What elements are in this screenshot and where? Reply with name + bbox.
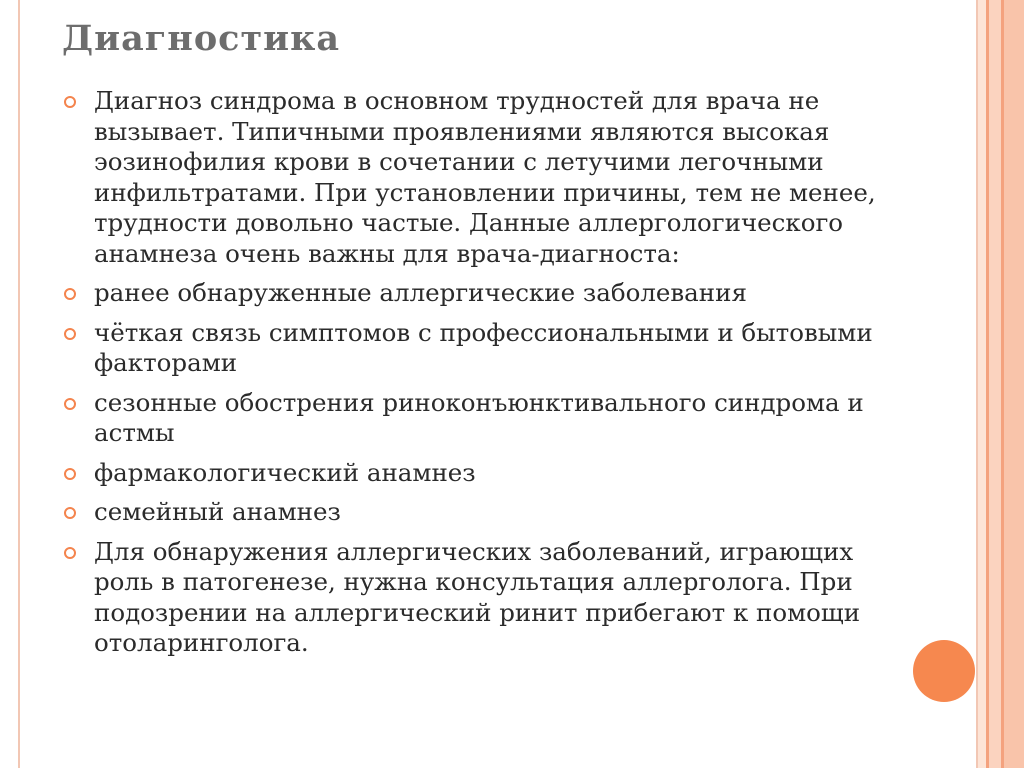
list-item-text: ранее обнаруженные аллергические заболевания	[94, 278, 747, 307]
bullet-icon	[64, 96, 76, 108]
bullet-list	[62, 86, 882, 668]
list-item	[62, 86, 882, 269]
list-item-text: сезонные обострения риноконъюнктивального синдрома и астмы	[94, 387, 864, 447]
stripe	[978, 0, 986, 768]
bullet-icon	[64, 547, 76, 559]
slide-title: Диагностика	[62, 18, 341, 59]
stripe	[989, 0, 1001, 768]
stripe	[1004, 0, 1024, 768]
list-item	[62, 278, 882, 309]
list-item-text: Для обнаружения аллергических заболеваний, играющих роль в патогенезе, нужна консультация аллерголога. При подозрении на аллергический ринит прибегают к помощи отоларинголога.	[94, 536, 861, 657]
bullet-icon	[64, 398, 76, 410]
bullet-icon	[64, 507, 76, 519]
list-item-text: чёткая связь симптомов с профессиональными и бытовыми факторами	[94, 317, 873, 377]
decorative-circle	[913, 640, 975, 702]
decorative-stripes	[978, 0, 1024, 768]
bullet-icon	[64, 288, 76, 300]
list-item-text: Диагноз синдрома в основном трудностей для врача не вызывает. Типичными проявлениями являются высокая эозинофилия крови в сочетании с летучими легочными инфильтратами. При установлении причины, тем не менее, трудности довольно частые. Данные аллергологического анамнеза очень важны для врача-диагноста:	[94, 86, 876, 268]
list-item	[62, 537, 882, 659]
bullet-icon	[64, 328, 76, 340]
list-item-text: семейный анамнез	[94, 497, 341, 526]
bullet-icon	[64, 468, 76, 480]
list-item	[62, 497, 882, 528]
list-item	[62, 458, 882, 489]
list-item-text: фармакологический анамнез	[94, 457, 476, 487]
list-item	[62, 318, 882, 379]
list-item	[62, 388, 882, 449]
